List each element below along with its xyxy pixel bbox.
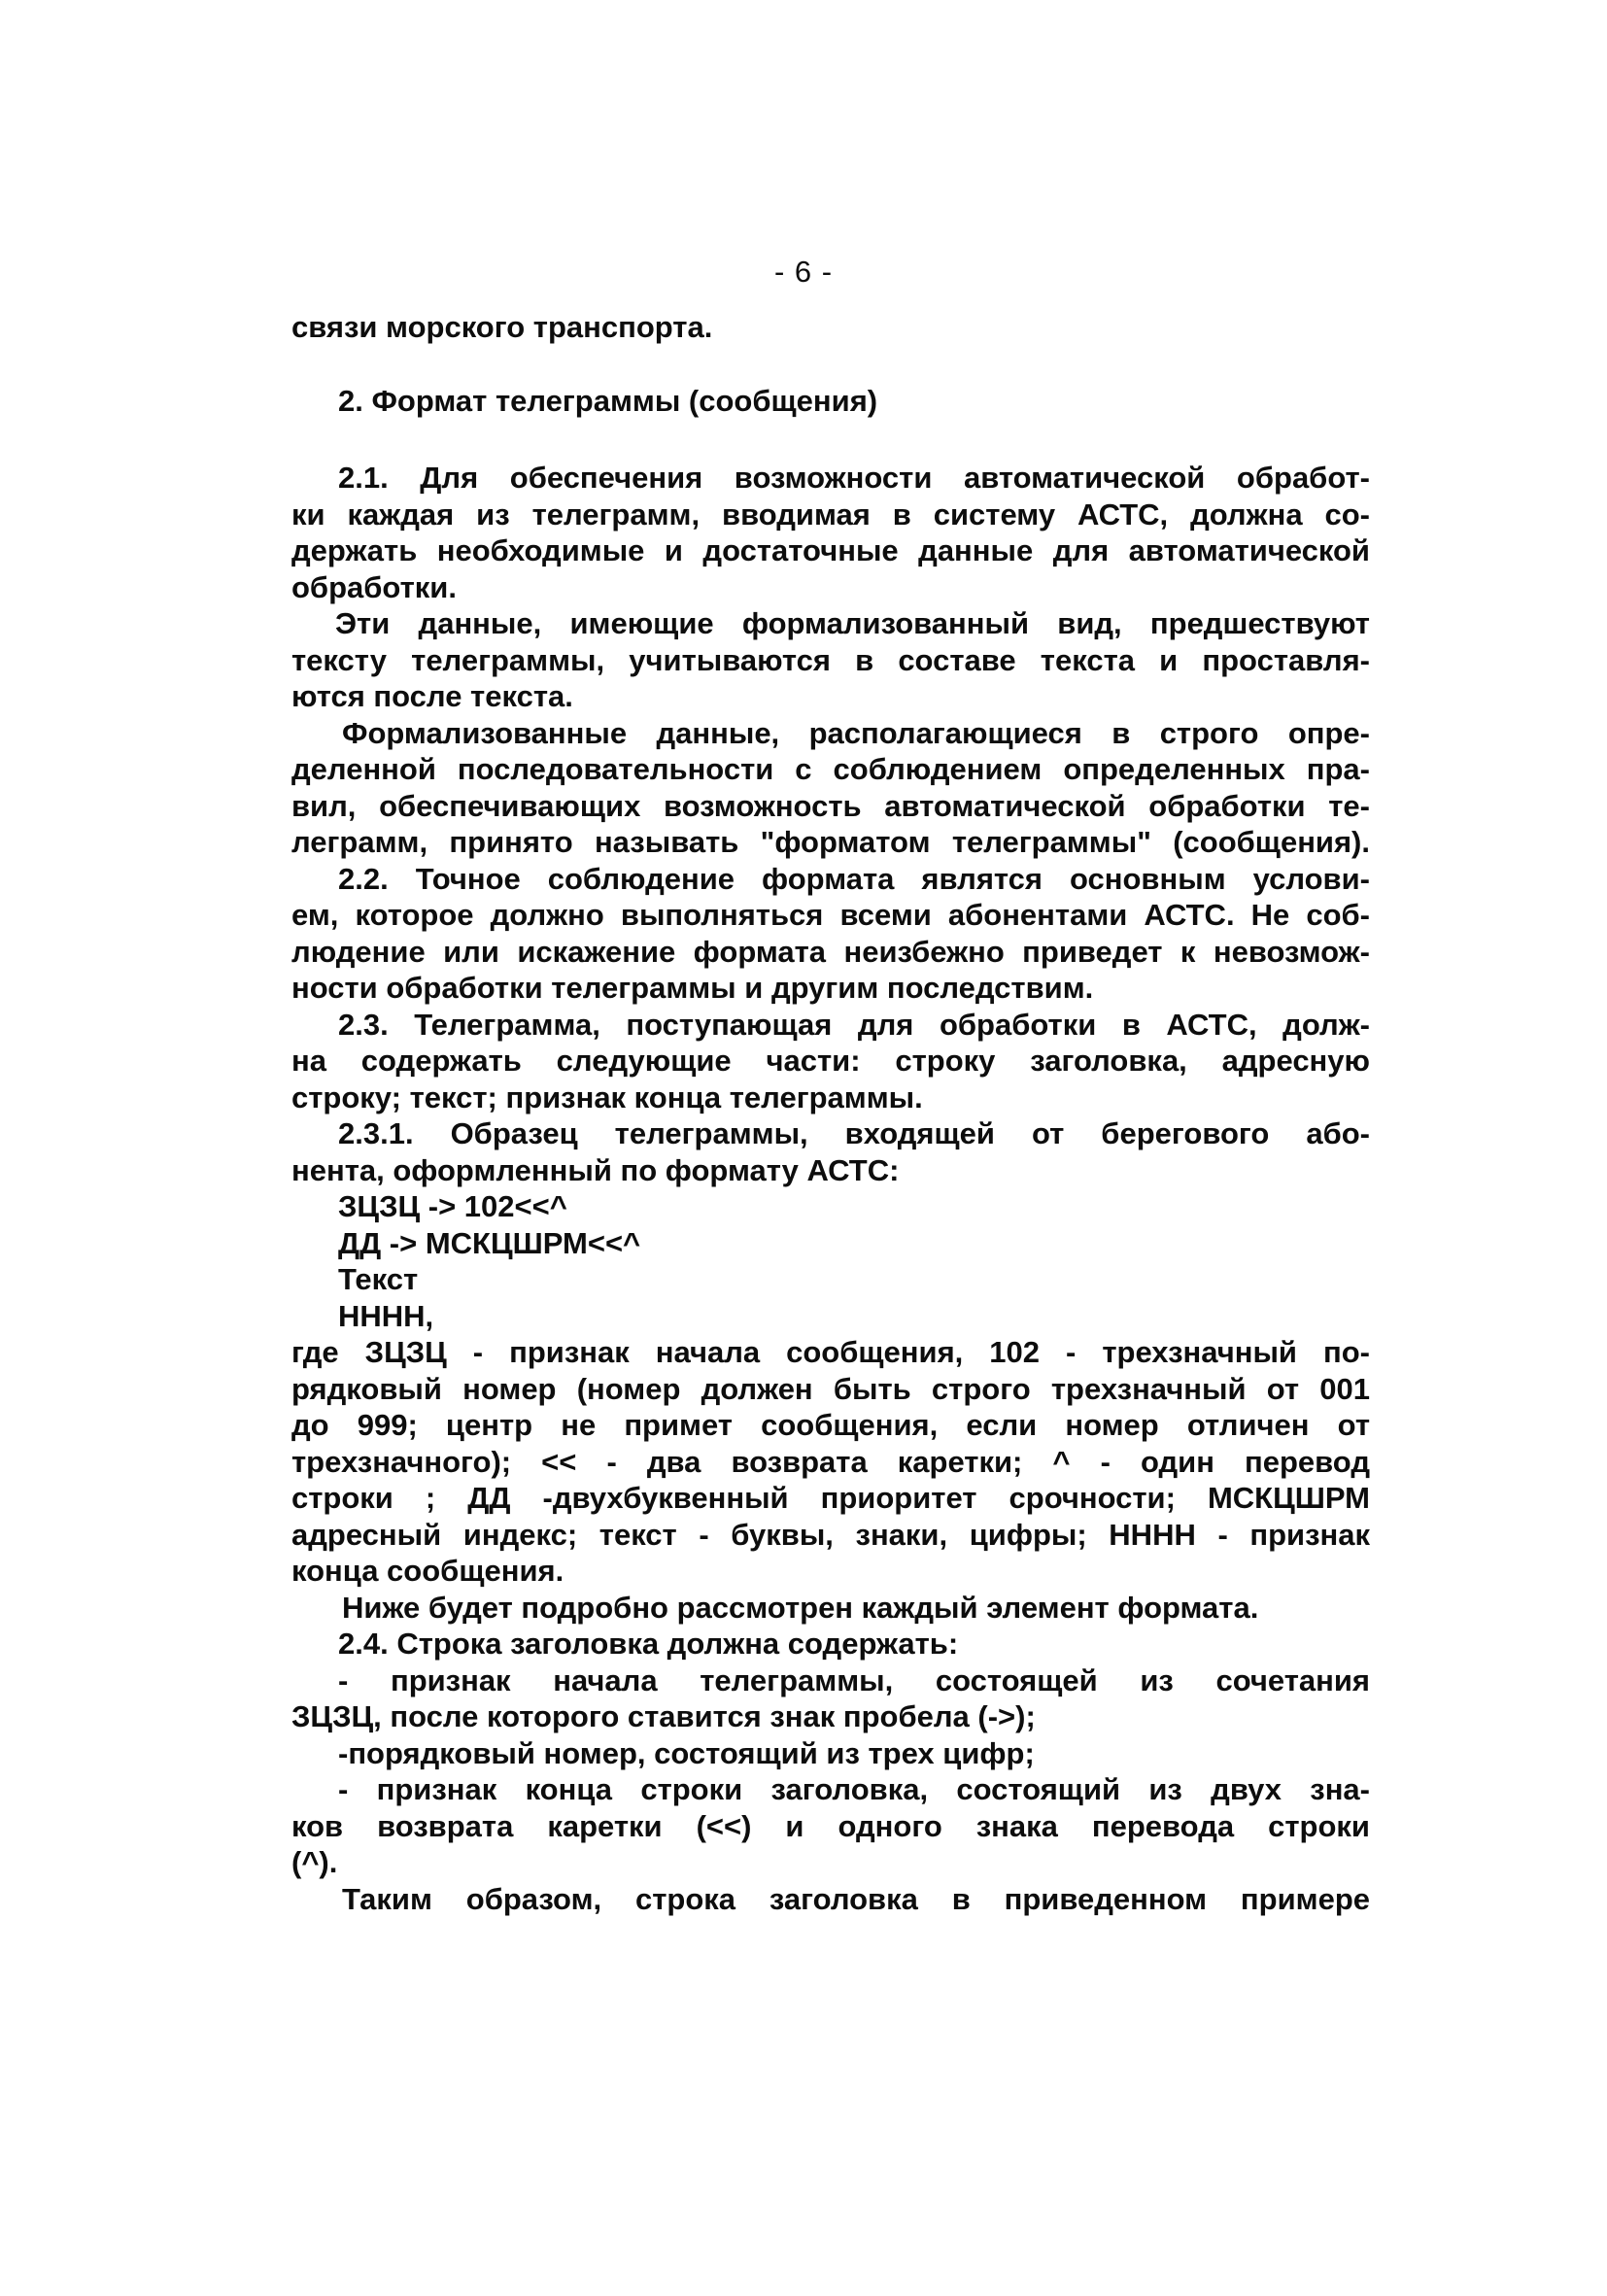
text-line: Эти данные, имеющие формализованный вид, предшествуют (335, 606, 1370, 640)
text-line: до 999; центр не примет сообщения, если номер отличен от (291, 1408, 1370, 1442)
text-line: ем, которое должно выполняться всеми абонентами АСТС. Не соб- (291, 898, 1370, 932)
text-line: ЗЦЗЦ, после которого ставится знак пробела (->); (291, 1699, 1036, 1733)
text-line: связи морского транспорта. (291, 310, 713, 344)
list-item: -порядковый номер, состоящий из трех цифр; (338, 1735, 1035, 1770)
text-line: 2.3.1. Образец телеграммы, входящей от берегового або- (338, 1116, 1370, 1150)
text-line: деленной последовательности с соблюдением определенных пра- (291, 752, 1370, 786)
text-line: 2.1. Для обеспечения возможности автоматической обработ- (338, 461, 1370, 495)
text-line: 2.4. Строка заголовка должна содержать: (338, 1627, 959, 1661)
text-line: людение или искажение формата неизбежно приведет к невозмож- (291, 934, 1370, 969)
text-line: адресный индекс; текст - буквы, знаки, цифры; НННН - признак (291, 1517, 1370, 1552)
format-example-text-line: Текст (338, 1262, 419, 1296)
section-heading: 2. Формат телеграммы (сообщения) (338, 383, 878, 418)
text-line: ются после текста. (291, 679, 573, 713)
format-example-address-line: ДД -> МСКЦШРМ<<^ (338, 1225, 641, 1260)
text-line: обработки. (291, 569, 457, 604)
text-line: строки ; ДД -двухбуквенный приоритет срочности; МСКЦШРМ (291, 1481, 1370, 1515)
list-item: - признак начала телеграммы, состоящей из сочетания (338, 1662, 1370, 1697)
text-line: (^). (291, 1845, 338, 1879)
text-line: на содержать следующие части: строку заголовка, адресную (291, 1044, 1370, 1078)
text-line: строку; текст; признак конца телеграммы. (291, 1079, 923, 1114)
text-line: 2.3. Телеграмма, поступающая для обработки в АСТС, долж- (338, 1007, 1370, 1042)
format-example-header-line: ЗЦЗЦ -> 102<<^ (338, 1189, 567, 1223)
text-line: ков возврата каретки (<<) и одного знака перевода строки (291, 1808, 1370, 1843)
text-line: Формализованные данные, располагающиеся в строго опре- (342, 715, 1370, 750)
page-number: - 6 - (773, 255, 834, 289)
text-line: леграмм, принято называть "форматом телеграммы" (сообщения). (291, 825, 1370, 859)
text-line: рядковый номер (номер должен быть строго трехзначный от 001 (291, 1371, 1370, 1406)
format-example-end-line: НННН, (338, 1298, 434, 1333)
text-line: тексту телеграммы, учитываются в составе текста и проставля- (291, 642, 1370, 677)
text-line: держать необходимые и достаточные данные для автоматической (291, 533, 1370, 567)
text-line: ности обработки телеграммы и другим последствим. (291, 971, 1094, 1005)
text-line: трехзначного); << - два возврата каретки; ^ - один перевод (291, 1444, 1370, 1479)
text-line: где ЗЦЗЦ - признак начала сообщения, 102 - трехзначный по- (291, 1335, 1370, 1369)
list-item: - признак конца строки заголовка, состоящий из двух зна- (338, 1772, 1370, 1806)
text-line: вил, обеспечивающих возможность автоматической обработки те- (291, 788, 1370, 823)
text-line: конца сообщения. (291, 1554, 564, 1588)
text-line: Таким образом, строка заголовка в приведенном примере (342, 1881, 1370, 1916)
text-line: Ниже будет подробно рассмотрен каждый элемент формата. (342, 1590, 1259, 1625)
text-line: 2.2. Точное соблюдение формата являтся основным услови- (338, 861, 1370, 896)
text-line: ки каждая из телеграмм, вводимая в систему АСТС, должна со- (291, 497, 1370, 531)
text-line: нента, оформленный по формату АСТС: (291, 1152, 900, 1187)
document-body (291, 309, 1370, 1917)
